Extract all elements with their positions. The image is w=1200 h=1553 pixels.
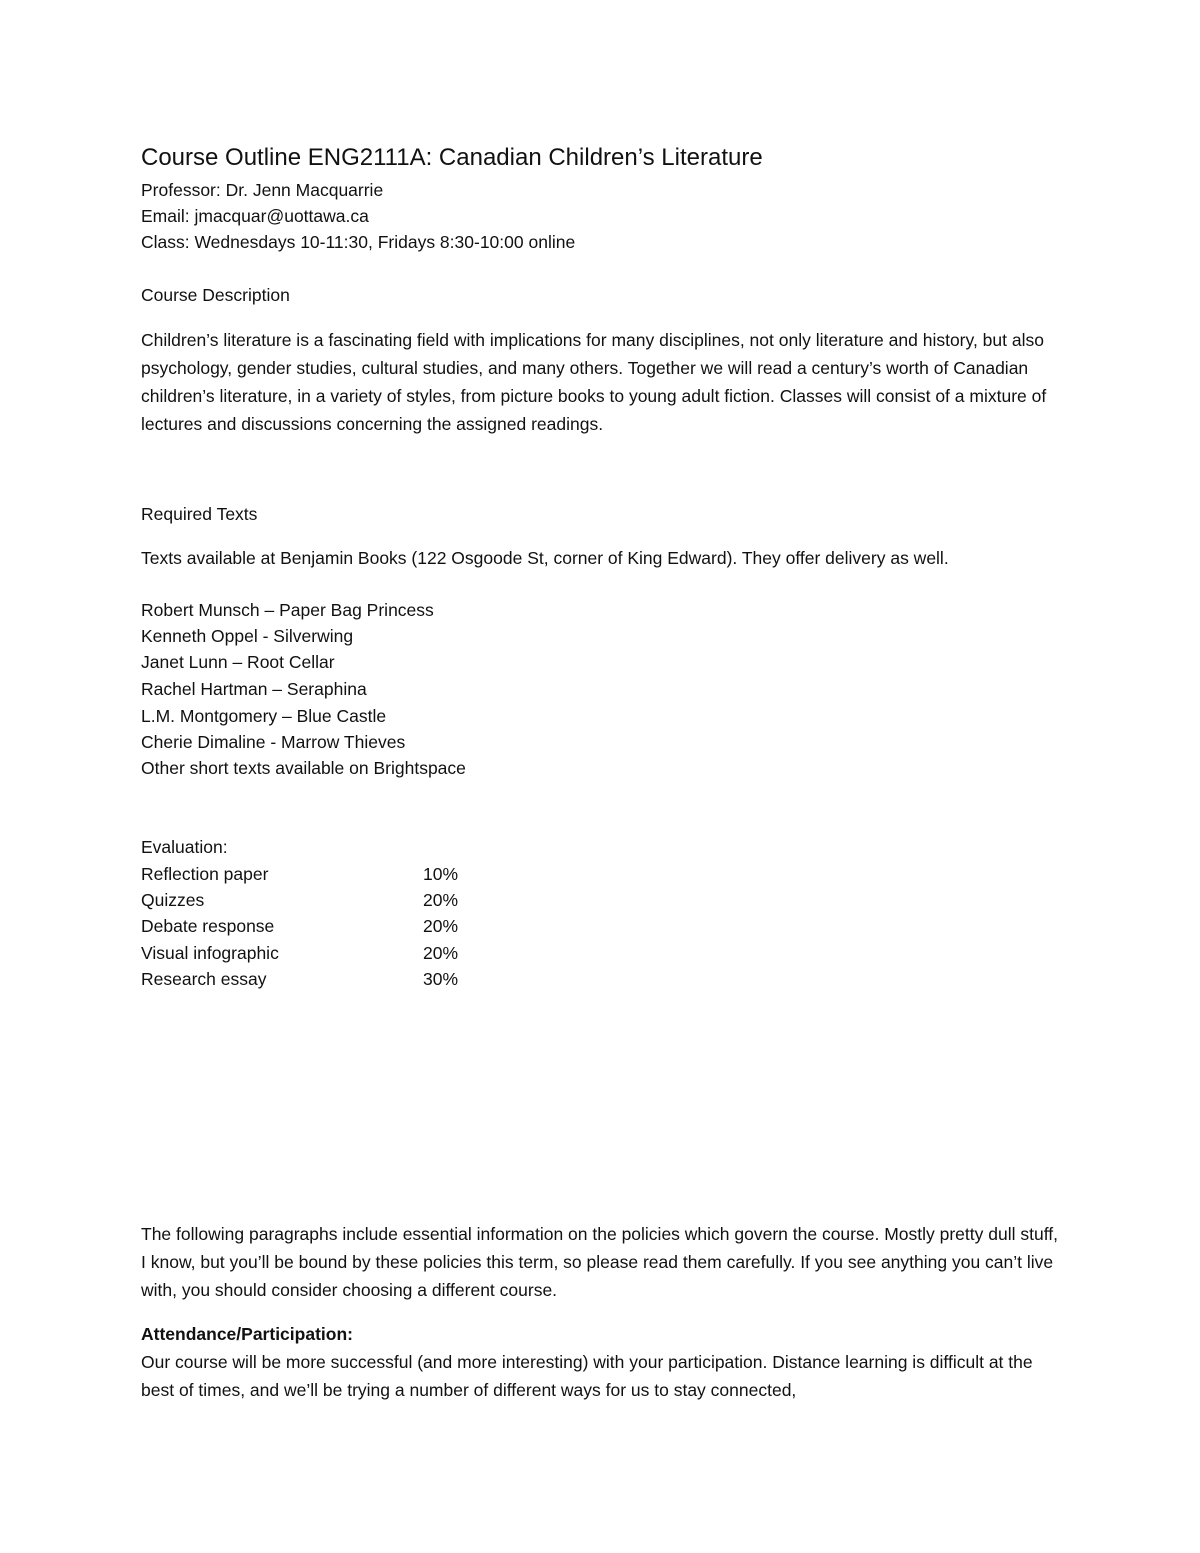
- list-item: Janet Lunn – Root Cellar: [141, 652, 335, 672]
- list-item: Kenneth Oppel - Silverwing: [141, 626, 354, 646]
- list-item: Cherie Dimaline - Marrow Thieves: [141, 732, 406, 752]
- evaluation-weight: 30%: [423, 969, 459, 989]
- evaluation-weight: 20%: [423, 916, 459, 936]
- course-description-heading: Course Description: [141, 285, 290, 305]
- list-item: Other short texts available on Brightspace: [141, 758, 466, 778]
- attendance-body: Our course will be more successful (and more interesting) with your participation. Distance learning is difficult at the best of times, and we’ll be trying a number of different ways for us to stay connected,: [141, 1352, 1033, 1400]
- evaluation-row: [141, 940, 541, 966]
- course-title: Course Outline ENG2111A: Canadian Children’s Literature: [141, 144, 763, 171]
- evaluation-item: Reflection paper: [141, 864, 269, 884]
- attendance-heading: Attendance/Participation:: [141, 1324, 353, 1344]
- list-item: Robert Munsch – Paper Bag Princess: [141, 600, 434, 620]
- texts-availability: Texts available at Benjamin Books (122 Osgoode St, corner of King Edward). They offer delivery as well.: [141, 548, 949, 568]
- email-line: Email: jmacquar@uottawa.ca: [141, 206, 369, 226]
- evaluation-weight: 20%: [423, 943, 459, 963]
- class-time-line: Class: Wednesdays 10-11:30, Fridays 8:30-10:00 online: [141, 232, 576, 252]
- evaluation-weight: 10%: [423, 864, 459, 884]
- evaluation-weight: 20%: [423, 890, 459, 910]
- evaluation-item: Quizzes: [141, 890, 205, 910]
- course-description-body: Children’s literature is a fascinating field with implications for many disciplines, not only literature and history, but also psychology, gender studies, cultural studies, and many others. Together we will read a century’s worth of Canadian children’s literature, in a variety of styles, from picture books to young adult fiction. Classes will consist of a mixture of lectures and discussions concerning the assigned readings.: [141, 330, 1047, 434]
- policies-intro: The following paragraphs include essential information on the policies which govern the course. Mostly pretty dull stuff, I know, but you’ll be bound by these policies this term, so please read them carefully. If you see anything you can’t live with, you should consider choosing a different course.: [141, 1224, 1058, 1300]
- evaluation-heading: Evaluation:: [141, 837, 228, 857]
- evaluation-row: [141, 966, 541, 992]
- evaluation-row: [141, 861, 541, 887]
- evaluation-row: [141, 913, 541, 939]
- document-page: [141, 0, 1071, 1553]
- required-texts-heading: Required Texts: [141, 504, 258, 524]
- evaluation-row: [141, 887, 541, 913]
- evaluation-item: Visual infographic: [141, 943, 279, 963]
- evaluation-item: Debate response: [141, 916, 275, 936]
- list-item: L.M. Montgomery – Blue Castle: [141, 706, 387, 726]
- list-item: Rachel Hartman – Seraphina: [141, 679, 367, 699]
- evaluation-item: Research essay: [141, 969, 267, 989]
- professor-line: Professor: Dr. Jenn Macquarrie: [141, 180, 384, 200]
